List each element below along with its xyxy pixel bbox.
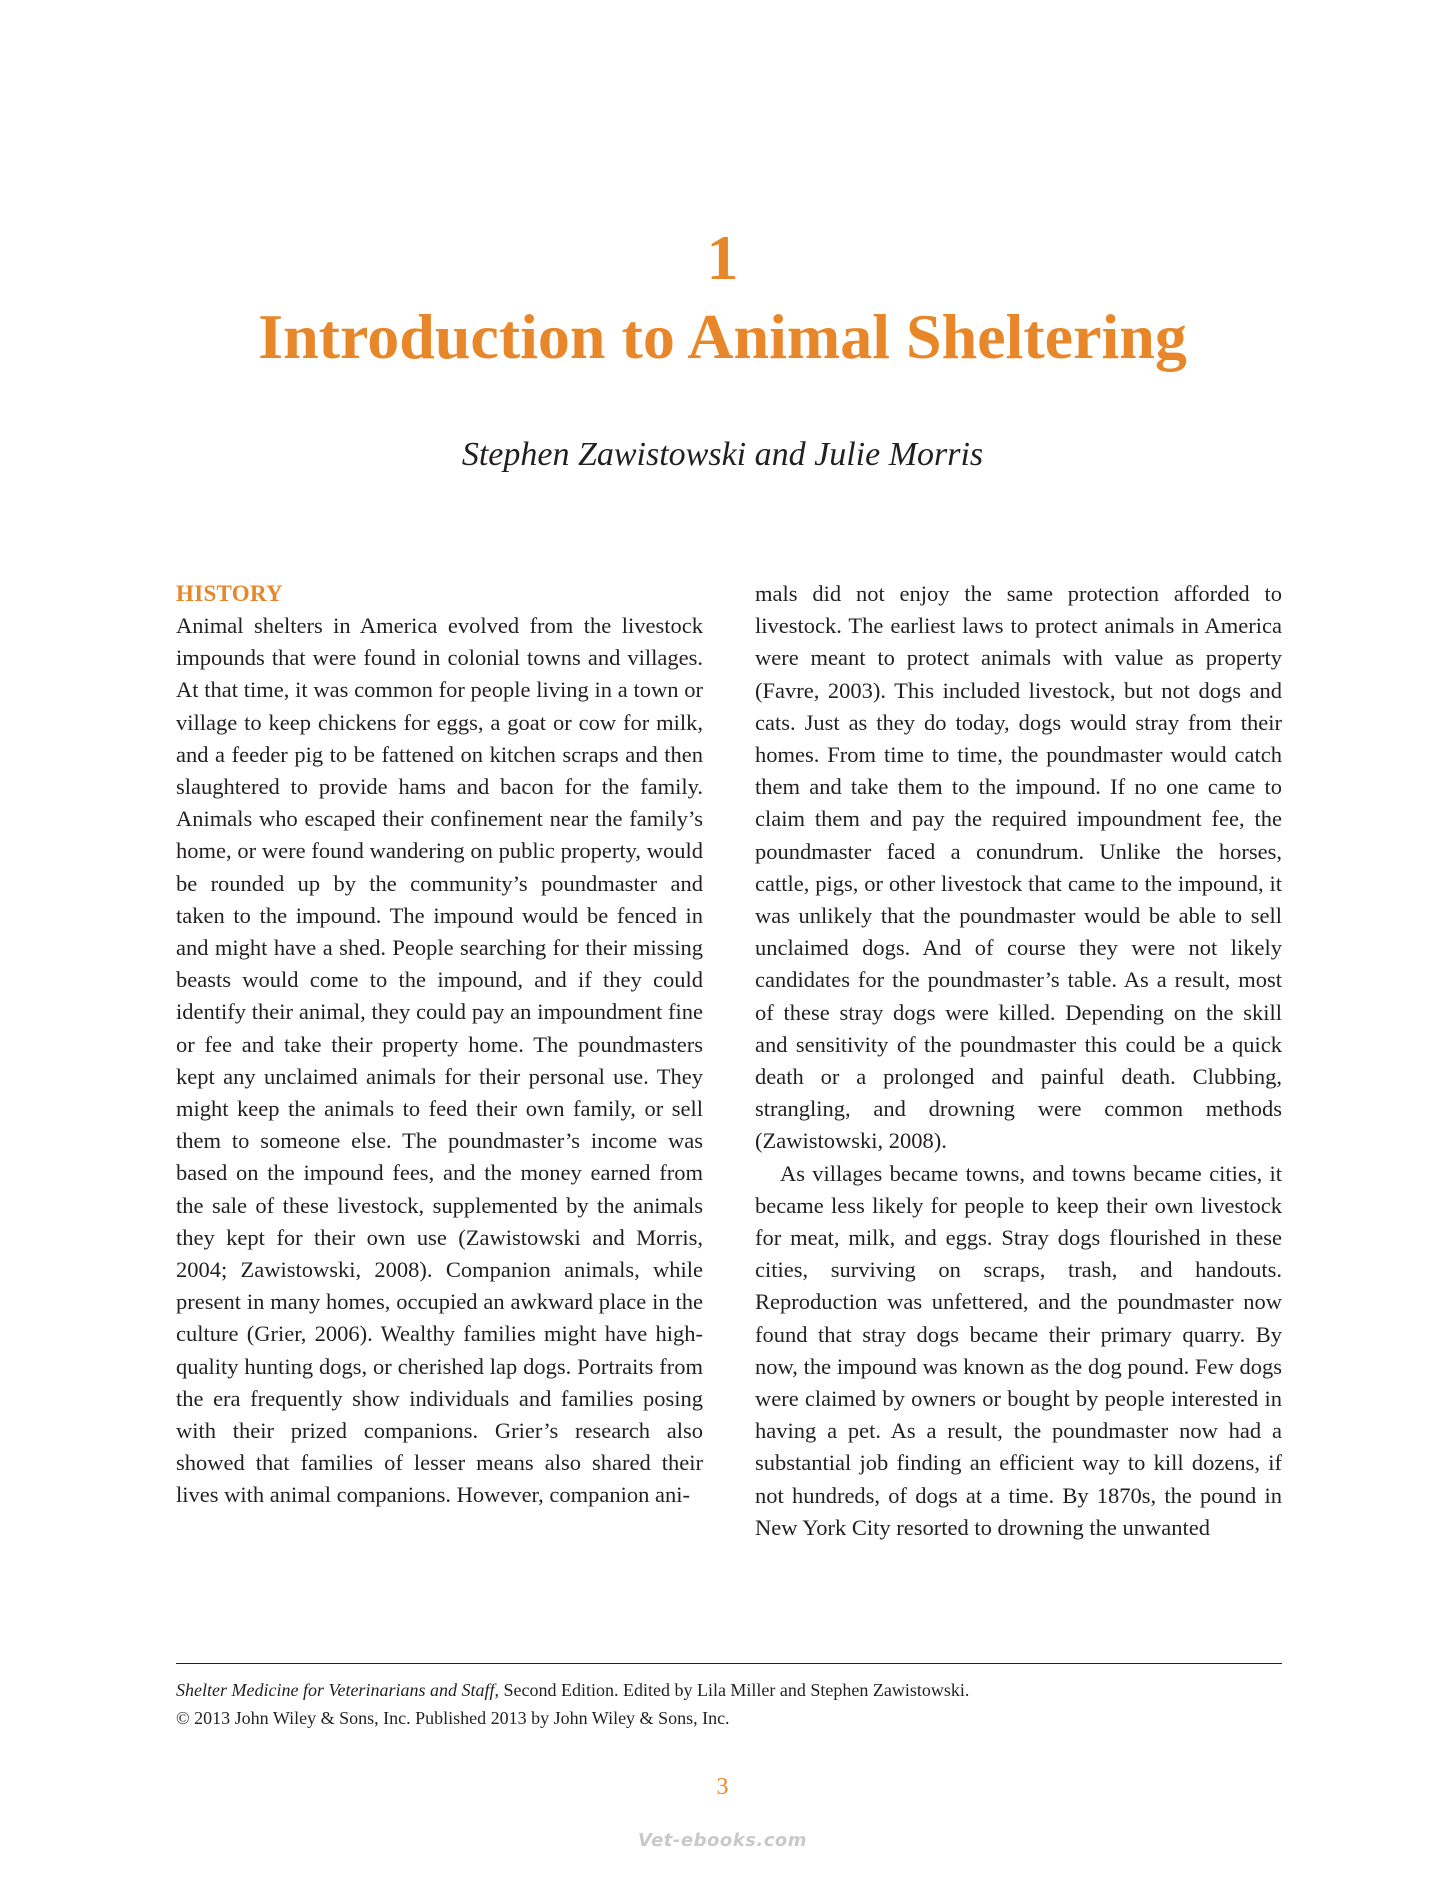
footnote-citation: [176, 1676, 1282, 1704]
chapter-title: Introduction to Animal Sheltering: [258, 301, 1187, 372]
footnote-divider: [176, 1663, 1282, 1664]
copyright-notice: © 2013 John Wiley & Sons, Inc. Published 2013 by John Wiley & Sons, Inc.: [176, 1708, 730, 1728]
chapter-number: 1: [706, 222, 739, 293]
left-column: [176, 578, 703, 1512]
body-paragraph: Animal shelters in America evolved from the livestock impounds that were found in colonial towns and villages. At that time, it was common for people living in a town or village to keep chickens for eggs, a goat or cow for milk, and a feeder pig to be fattened on kitchen scraps and then slaughtered to provide hams and bacon for the family. Animals who escaped their confinement near the family’s home, or were found wandering on public property, would be rounded up by the community’s poundmaster and taken to the impound. The impound would be fenced in and might have a shed. People searching for their missing beasts would come to the impound, and if they could identify their animal, they could pay an impoundment fine or fee and take their property home. The poundmasters kept any unclaimed animals for their personal use. They might keep the animals to feed their own family, or sell them to someone else. The poundmaster’s income was based on the impound fees, and the money earned from the sale of these livestock, supplemented by the animals they kept for their own use (Zawistowski and Morris, 2004; Zawistowski, 2008). Companion animals, while present in many homes, occupied an awkward place in the culture (Grier, 2006). Wealthy families might have high-quality hunting dogs, or cherished lap dogs. Portraits from the era frequently show individuals and families posing with their prized companions. Grier’s research also showed that families of lesser means also shared their lives with animal companions. However, companion ani-: [176, 613, 703, 1508]
body-paragraph: mals did not enjoy the same protection afforded to livestock. The earliest laws to protect animals in America were meant to protect animals with value as property (Favre, 2003). This included livestock, but not dogs and cats. Just as they do today, dogs would stray from their homes. From time to time, the poundmaster would catch them and take them to the impound. If no one came to claim them and pay the required impoundment fee, the poundmaster faced a conundrum. Unlike the horses, cattle, pigs, or other livestock that came to the impound, it was unlikely that the poundmaster would be able to sell unclaimed dogs. And of course they were not likely candidates for the poundmaster’s table. As a result, most of these stray dogs were killed. Depending on the skill and sensitivity of the poundmaster this could be a quick death or a prolonged and painful death. Clubbing, strangling, and drowning were common methods (Zawistowski, 2008).: [755, 581, 1282, 1154]
chapter-authors: Stephen Zawistowski and Julie Morris: [461, 436, 984, 473]
footnote: [176, 1676, 1282, 1732]
right-column: [755, 578, 1282, 1544]
page-number: 3: [716, 1774, 729, 1800]
watermark-logo: Vet-ebooks.com: [637, 1830, 808, 1851]
book-title: Shelter Medicine for Veterinarians and Staff: [176, 1680, 495, 1700]
edition-editors: , Second Edition. Edited by Lila Miller and Stephen Zawistowski.: [494, 1680, 970, 1700]
section-heading-history: HISTORY: [176, 581, 283, 606]
body-paragraph: As villages became towns, and towns became cities, it became less likely for people to keep their own livestock for meat, milk, and eggs. Stray dogs flourished in these cities, surviving on scraps, trash, and handouts. Reproduction was unfettered, and the poundmaster now found that stray dogs became their primary quarry. By now, the impound was known as the dog pound. Few dogs were claimed by owners or bought by people interested in having a pet. As a result, the poundmaster now had a substantial job finding an efficient way to kill dozens, if not hundreds, of dogs at a time. By 1870s, the pound in New York City resorted to drowning the unwanted: [755, 1160, 1282, 1540]
